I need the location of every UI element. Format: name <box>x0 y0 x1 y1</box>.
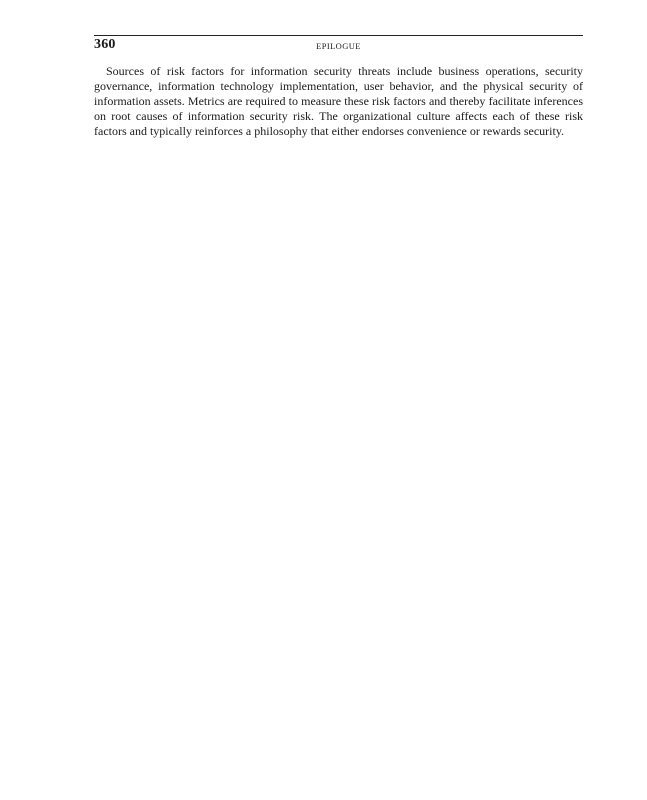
body-paragraph: Sources of risk factors for information security threats include business operations, security governance, information technology implementation, user behavior, and the physical security of information assets. Metrics are required to measure these risk factors and thereby facilitate inferences on root causes of information security risk. The organizational culture affects each of these risk factors and typically reinforces a philosophy that either endorses convenience or rewards security. <box>94 64 583 138</box>
page-number: 360 <box>94 37 116 52</box>
header-rule <box>94 35 583 36</box>
running-head: EPILOGUE <box>316 41 361 51</box>
